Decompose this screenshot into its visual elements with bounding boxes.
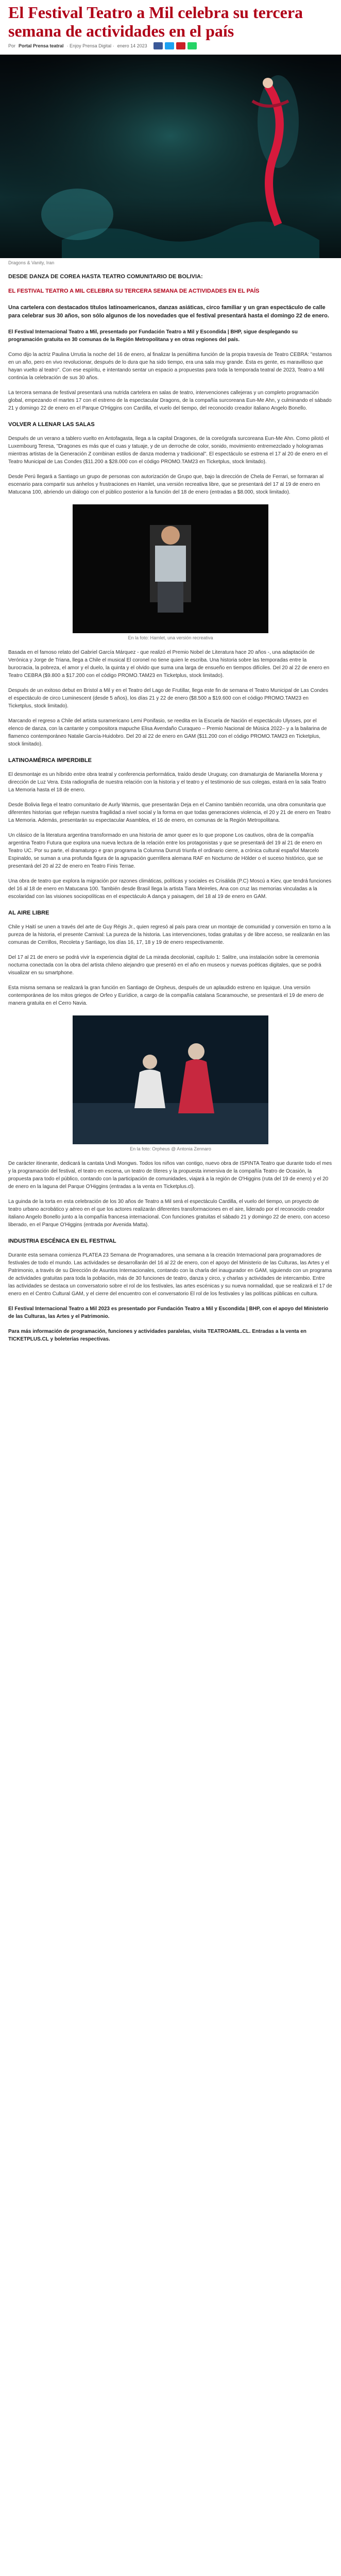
facebook-share-icon[interactable] (154, 42, 163, 49)
hero-caption: Dragons & Vanity, Iran (8, 260, 55, 265)
paragraph: Después de un exitoso debut en Bristol a Mil y en el Teatro del Lago de Frutillar, llega este fin de semana el Teatro Municipal de Las Condes el espectáculo de circo Luminescent (desde 5 años), los días 21 y 22 de enero ($8.500 a $19.600 con el código PROMO.TAM23 en Ticketplus, stock limitado). (8, 688, 329, 709)
author-link[interactable]: Portal Prensa teatral (19, 43, 64, 48)
orpheus-illustration (73, 1015, 268, 1144)
paragraph: Una obra de teatro que explora la migración por razones climáticas, políticas y sociales es Crisálida (P.C) Moscú a Kiev, que tendrá funciones del 16 al 18 de enero en Matucana 100. También desde Brasil llega la artista Tiara Meireles, Ana con cruz las memorias vinculadas a la escolaridad con las visiones sociopolíticas en el espectáculo A dança y paisagem, del 18 al 19 de enero en GAM. (8, 878, 332, 900)
article-date: enero 14 2023 (117, 43, 147, 48)
byline-mid: · Enjoy Prensa Digital · (66, 43, 114, 48)
paragraph: Desde Perú llegará a Santiago un grupo de personas con autorización de Grupo que, bajo la dirección de Chela de Ferrari, se formaran al escenario para compartir sus anhelos y frustraciones en Hamlet, una versión recreativa libre, que se presentará del 17 al 19 de enero en Matucana 100, abriendo un diálogo con el público posterior a la función del 18 de enero (entradas a $8.000, stock limitado). (8, 474, 324, 495)
hero-illustration (0, 55, 341, 258)
paragraph: Esta misma semana se realizará la gran función en Santiago de Orpheus, después de un aplaudido estreno en Iquique. Una versión contemporánea de los mitos griegos de Orfeo y Eurídice, a cargo de la compañía catalana Scaramouche, se presentará el 19 de enero de manera gratuita en el Cerro Navia. (8, 985, 324, 1006)
paragraph: El desmontaje es un híbrido entre obra teatral y conferencia performática, traído desde Uruguay, con dramaturgia de Marianella Morena y dirección de Luz Vera. Esta radiografía de nuestra relación con la historia y el teatro y el testimonio de sus colegas, estará en la sala Teatro La Memoria hasta el 18 de enero. (8, 772, 326, 793)
kicker: DESDE DANZA DE COREA HASTA TEATRO COMUNITARIO DE BOLIVIA: (8, 274, 203, 280)
section-heading-latam: LATINOAMÉRICA IMPERDIBLE (8, 757, 92, 764)
byline (8, 42, 333, 49)
twitter-share-icon[interactable] (165, 42, 174, 49)
lead-heading: EL FESTIVAL TEATRO A MIL CELEBRA SU TERCERA SEMANA DE ACTIVIDADES EN EL PAÍS (8, 288, 260, 294)
paragraph: Durante esta semana comienza PLATEA 23 Semana de Programadores, una semana a la creación Internacional para programadores de festivales de todo el mundo. Las actividades se desarrollarán del 16 al 22 de enero, con el apoyo del Ministerio de las Culturas, las Artes y el Patrimonio, a través de su Dirección de Asuntos Internacionales, contando con la charla del inaugurador en GAM, siguiendo con un programa de actividades gratuitas para toda la población, más de 30 funciones de teatro, danza y circo, y charlas y actividades de intercambio. Entre las actividades se destaca un conversatorio sobre el rol de los festivales, las artes escénicas y su nueva normalidad, que se realizará el 17 de enero en el Centro Cultural GAM, y el cierre del encuentro con el conversatorio El rol de los festivales y las políticas públicas en cultura. (8, 1252, 332, 1297)
paragraph: Chile y Haití se unen a través del arte de Guy Régis Jr., quien regresó al país para crear un montaje de comunidad y conversión en torno a la pureza de la historia, el presente Carnival: La pureza de la historia. Las intervenciones, todas gratuitas y de libre acceso, se realizarán en las comunas de Cerrillos, Recoleta y Santiago, los días 16, 17, 18 y 19 de enero respectivamente. (8, 924, 331, 945)
paragraph: Después de un verano a tablero vuelto en Antofagasta, llega a la capital Dragones, de la coreógrafa surcoreana Eun-Me Ahn. Como pilotó el Luxembourg Teresa, "Dragones es más que el cuas y tatuaje, y de un derroche de color, sonido, movimiento entremezclado y hologramas mientras artistas de la Generación Z combinan estilos de danza moderna y tradicional". El espectáculo se estrena el 17 al 20 de enero en el Teatro Municipal de Las Condes ($11.200 a $28.000 con el código PROMO.TAM23 en Ticketplus, stock limitado). (8, 436, 329, 465)
section-heading-industria: INDUSTRIA ESCÉNICA EN EL FESTIVAL (8, 1238, 116, 1244)
paragraph: Del 17 al 21 de enero se podrá vivir la experiencia digital de La mirada decolonial, capítulo 1: Salitre, una instalación sobre la ceremonia nocturna conectada con la obra del artista chileno alejandro que presentó en el año en museos y nuevas poéticas digitales, que se podrá visualizar en su smartphone. (8, 955, 321, 976)
hamlet-photo (73, 504, 268, 633)
article-body (8, 274, 333, 1343)
section-heading-aire: AL AIRE LIBRE (8, 910, 49, 916)
paragraph: Como dijo la actriz Paulina Urrutia la noche del 16 de enero, al finalizar la penúltima función de la propia travesía de Teatro CEBRA: "estamos en un año, pero en vivo revolucionar, después de lo dura que ha sido tiempo, era una sala muy grande. Ésta es gente, es maravilloso que hayan vuelto al teatro". Con ese espíritu, e intentando sentar un espacio a propuestas para toda la temporada teatral de 2023, Teatro a Mil continúa la celebración de sus 30 años. (8, 352, 332, 381)
paragraph: Basada en el famoso relato del Gabriel García Márquez - que realizó el Premio Nobel de Literatura hace 20 años -, una adaptación de Verónica y Jorge de Triana, llega a Chile el musical El coronel no tiene quien le escriba. Una historia sobre las temporadas entre la burocracia, la pobreza, el amor y el duelo, la quinta y el olvido que suma una larga de ensueño en tiempos difíciles. Del 20 al 22 de enero en Teatro CEBRA ($9.800 a $17.200 con el código PROMO.TAM23 en Ticketplus, stock limitado). (8, 650, 330, 679)
section-heading-salas: VOLVER A LLENAR LAS SALAS (8, 421, 95, 428)
share-buttons (154, 42, 197, 49)
paragraph: El Festival Internacional Teatro a Mil 2023 es presentado por Fundación Teatro a Mil y Escondida | BHP, con el apoyo del Ministerio de las Culturas, las Artes y el Patrimonio. (8, 1306, 329, 1319)
paragraph: La tercera semana de festival presentará una nutrida cartelera en salas de teatro, intervenciones callejeras y un completo programación global, empezando el martes 17 con el estreno de la espectacular Dragons, de la compañía surcoreana Eun-Me Ahn, y culminando el sábado 21 y domingo 22 de enero en el Parque O'Higgins con Cardilla, el vuelo del tiempo, del reconocido creador italiano Angelo Bonello. (8, 390, 332, 411)
article-title: El Festival Teatro a Mil celebra su tercera semana de actividades en el país (8, 3, 303, 40)
hamlet-photo-caption: En la foto: Hamlet, una versión recreativa (128, 635, 213, 640)
paragraph: La guinda de la torta en esta celebración de los 30 años de Teatro a Mil será el espectáculo Cardilla, el vuelo del tiempo, un proyecto de teatro urbano acrobático y aéreo en el que los actores realizarán diferentes transformaciones en el aire, liderado por el reconocido creador italiano Angelo Bonello junto a la compañía francesa internacional. Con funciones gratuitas el sábado 21 y domingo 22 de enero, con acceso liberado, en el Parque O'Higgins (entrada por Avenida Matta). (8, 1199, 330, 1228)
paragraph: Un clásico de la literatura argentina transformado en una historia de amor queer es lo que propone Los cautivos, obra de la compañía argentina Teatro Futura que explora una nueva lectura de la relación entre los protagonistas y que se presentará del 19 al 21 de enero en Teatro UC. Por su parte, el dramaturgo e gran programa la Columna Durruti triunfa el ordinario cierre, a crónica cultural español Marcelo Espinaldo, se suman a una profunda figura de la agrupación guerrillera alemana RAF en Nocturno de Hölder o el suceso histórico, que se presentará del 20 al 22 de enero en Teatro Finis Terrae. (8, 833, 323, 869)
hamlet-illustration (73, 504, 268, 633)
hero-image (0, 55, 341, 258)
paragraph: De carácter itinerante, dedicará la cantata Undi Mongws. Todos los niños van contigo, nuevo obra de ISPINTA Teatro que durante todo el mes y la programación del festival, el teatro en escena, un teatro de títeres y la propuesta inmersiva de la compañía Teatro de Ocasión, la propuesta para todo el público, contando con la participación de comunidades, viajará a la región de O'Higgins (ruta del 19 de enero) y el 20 de enero en la laguna del Parque O'Higgins (entradas a la venta en Ticketplus.cl). (8, 1161, 332, 1190)
pinterest-share-icon[interactable] (176, 42, 185, 49)
paragraph: Desde Bolivia llega el teatro comunitario de Aurly Warmis, que presentarán Deja en el Camino también recorrida, una obra comunitaria que diferentes historias que reflejan nuestra fragilidad a nivel social y la forma en que todas generaciones violencia, el 20 y 21 de enero en Teatro La Memoria. Además, presentarán su espectacular Asamblea, el 16 de enero, en comunas de la Región Metropolitana. (8, 802, 331, 823)
orpheus-photo-caption: En la foto: Orpheus @ Antonia Zennaro (130, 1146, 211, 1151)
paragraph-links: Para más información de programación, funciones y actividades paralelas, visita TEATROAMIL.CL. Entradas a la venta en TICKETPLUS.CL y boleterías respectivas. (8, 1329, 306, 1342)
orpheus-photo (73, 1015, 268, 1144)
intro-paragraph: Una cartelera con destacados títulos latinoamericanos, danzas asiáticas, circo familiar y un gran espectáculo de calle para celebrar sus 30 años, son sólo algunos de los novedades que el festival presentará hasta el domingo 22 de enero. (8, 304, 329, 319)
byline-prefix: Por (8, 43, 16, 48)
whatsapp-share-icon[interactable] (187, 42, 197, 49)
paragraph: El Festival Internacional Teatro a Mil, presentado por Fundación Teatro a Mil y Escondida | BHP, sigue desplegando su programación gratuita en 30 comunas de la Región Metropolitana y en otras regiones del país. (8, 329, 298, 343)
paragraph: Marcando el regreso a Chile del artista suramericano Lemi Ponifasio, se reedita en la Escuela de Nación el espectáculo Ulysses, por el elenco de danza, con la cantante y compositora mapuche Elisa Avendaño Curaqueo – Premio Nacional de Música 2022– y a la bailarina de flamenco contemporáneo Natalie García-Huidobro. Del 20 al 22 de enero en GAM ($11.200 con el código PROMO.TAM23 en Ticketplus, stock limitado). (8, 718, 327, 747)
